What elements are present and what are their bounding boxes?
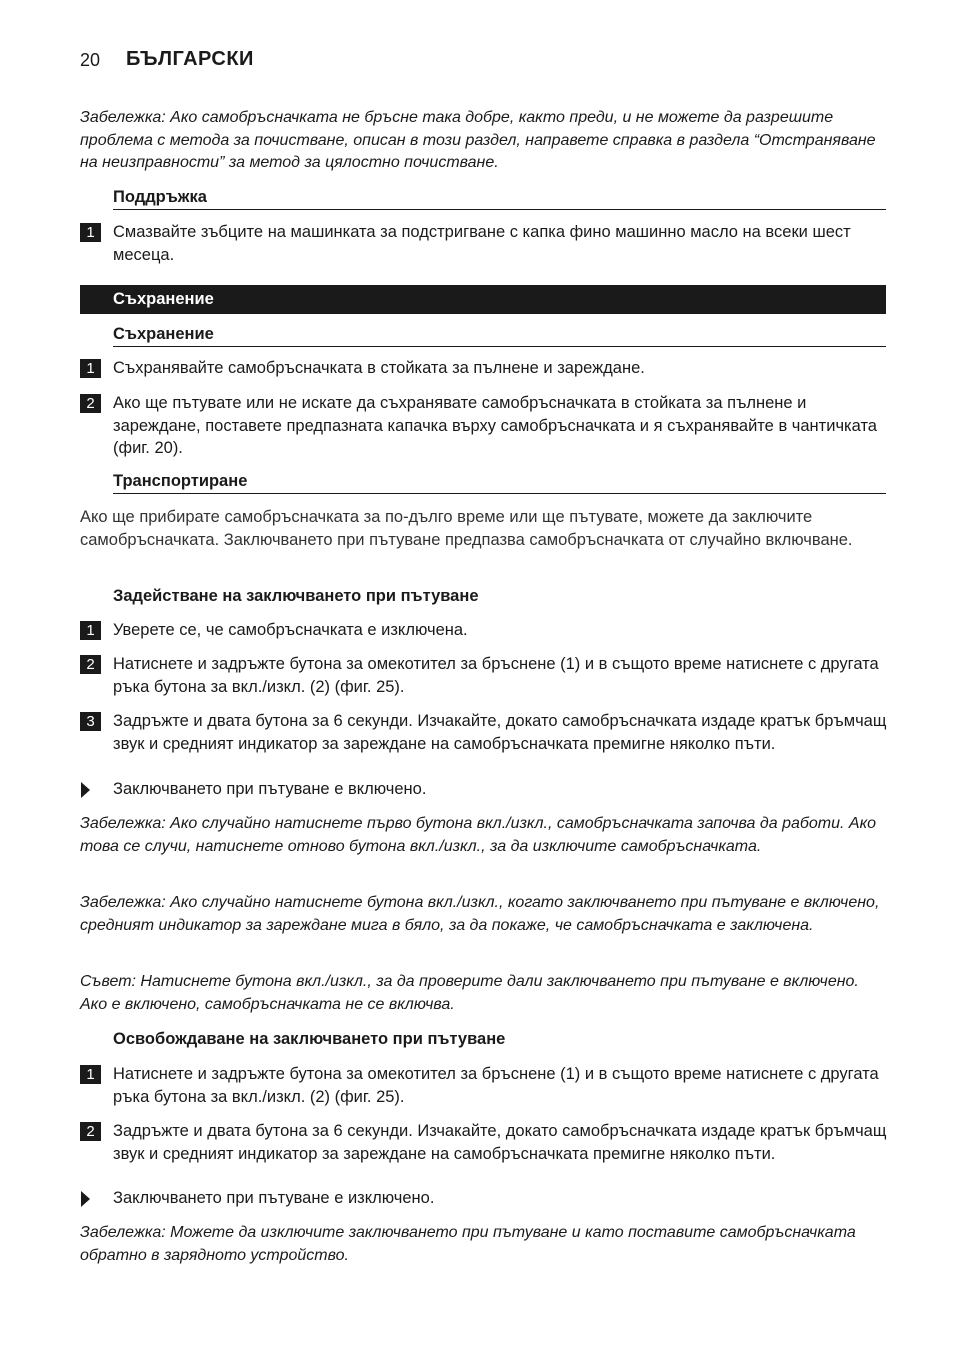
arrow-bullet-icon <box>81 1191 90 1207</box>
section-bar-title: Съхранение <box>113 290 214 308</box>
page-number: 20 <box>80 50 101 70</box>
step-number-badge: 1 <box>80 1065 101 1084</box>
step-text: Задръжте и двата бутона за 6 секунди. Изчакайте, докато самобръсначката издаде кратък бръмчащ звук и средният индикатор за зареждане на самобръсначката премигне няколко пъти. <box>113 1122 887 1163</box>
result-text: Заключването при пътуване е изключено. <box>113 1189 435 1207</box>
note-indicator-flash: Забележка: Ако случайно натиснете бутона вкл./изкл., когато заключването при пътуване е включено, средният индикатор за зареждане мига в бяло, за да покаже, че самобръсначката е заключена. <box>80 894 880 934</box>
step-text: Съхранявайте самобръсначката в стойката за пълнене и зареждане. <box>113 359 645 377</box>
step-number-badge: 2 <box>80 1122 101 1141</box>
subheading-maintenance: Поддръжка <box>113 187 886 210</box>
result-text: Заключването при пътуване е включено. <box>113 780 427 798</box>
step-number-badge: 2 <box>80 655 101 674</box>
step-text: Натиснете и задръжте бутона за омекотител за бръснене (1) и в същото време натиснете с другата ръка бутона за вкл./изкл. (2) (фиг. 25). <box>113 655 879 696</box>
subheading-transport: Транспортиране <box>113 471 886 494</box>
step-number-badge: 2 <box>80 394 101 413</box>
step-text: Смазвайте зъбците на машинката за подстригване с капка фино машинно масло на всеки шест месеца. <box>113 223 851 264</box>
arrow-bullet-icon <box>81 782 90 798</box>
note-charger-unlock: Забележка: Можете да изключите заключването при пътуване и като поставите самобръсначката обратно в зарядното устройство. <box>80 1224 856 1264</box>
step-number-badge: 1 <box>80 223 101 242</box>
step-number-badge: 3 <box>80 712 101 731</box>
step-number-badge: 1 <box>80 621 101 640</box>
subheading-storage: Съхранение <box>113 324 886 347</box>
note-cleaning: Забележка: Ако самобръсначката не бръсне така добре, както преди, и не можете да разрешите проблема с метода за почистване, описан в този раздел, направете справка в раздела “Отстраняване на неизправности” за метод за цялостно почистване. <box>80 109 876 171</box>
step-text: Уверете се, че самобръсначката е изключена. <box>113 621 468 639</box>
note-accidental-on: Забележка: Ако случайно натиснете първо бутона вкл./изкл., самобръсначката започва да работи. Ако това се случи, натиснете отново бутона вкл./изкл., за да изключите самобръсначката. <box>80 815 877 855</box>
step-text: Задръжте и двата бутона за 6 секунди. Изчакайте, докато самобръсначката издаде кратък бръмчащ звук и средният индикатор за зареждане на самобръсначката премигне няколко пъти. <box>113 712 887 753</box>
step-text: Натиснете и задръжте бутона за омекотител за бръснене (1) и в същото време натиснете с другата ръка бутона за вкл./изкл. (2) (фиг. 25). <box>113 1065 879 1106</box>
section-bar-storage <box>80 285 886 314</box>
step-number-badge: 1 <box>80 359 101 378</box>
tip-check-lock: Съвет: Натиснете бутона вкл./изкл., за да проверите дали заключването при пътуване е включено. Ако е включено, самобръсначката не се включва. <box>80 973 859 1013</box>
subheading-lock-off: Освобождаване на заключването при пътуване <box>113 1030 506 1048</box>
step-text: Ако ще пътувате или не искате да съхранявате самобръсначката в стойката за пълнене и зареждане, поставете предпазната капачка върху самобръсначката и я съхранявайте в чантичката (фиг. 20). <box>113 394 877 457</box>
page-language-title: БЪЛГАРСКИ <box>126 48 254 70</box>
transport-intro: Ако ще прибирате самобръсначката за по-дълго време или ще пътувате, можете да заключите самобръсначката. Заключването при пътуване предпазва самобръсначката от случайно включване. <box>80 508 853 549</box>
subheading-lock-on: Задействане на заключването при пътуване <box>113 587 479 605</box>
